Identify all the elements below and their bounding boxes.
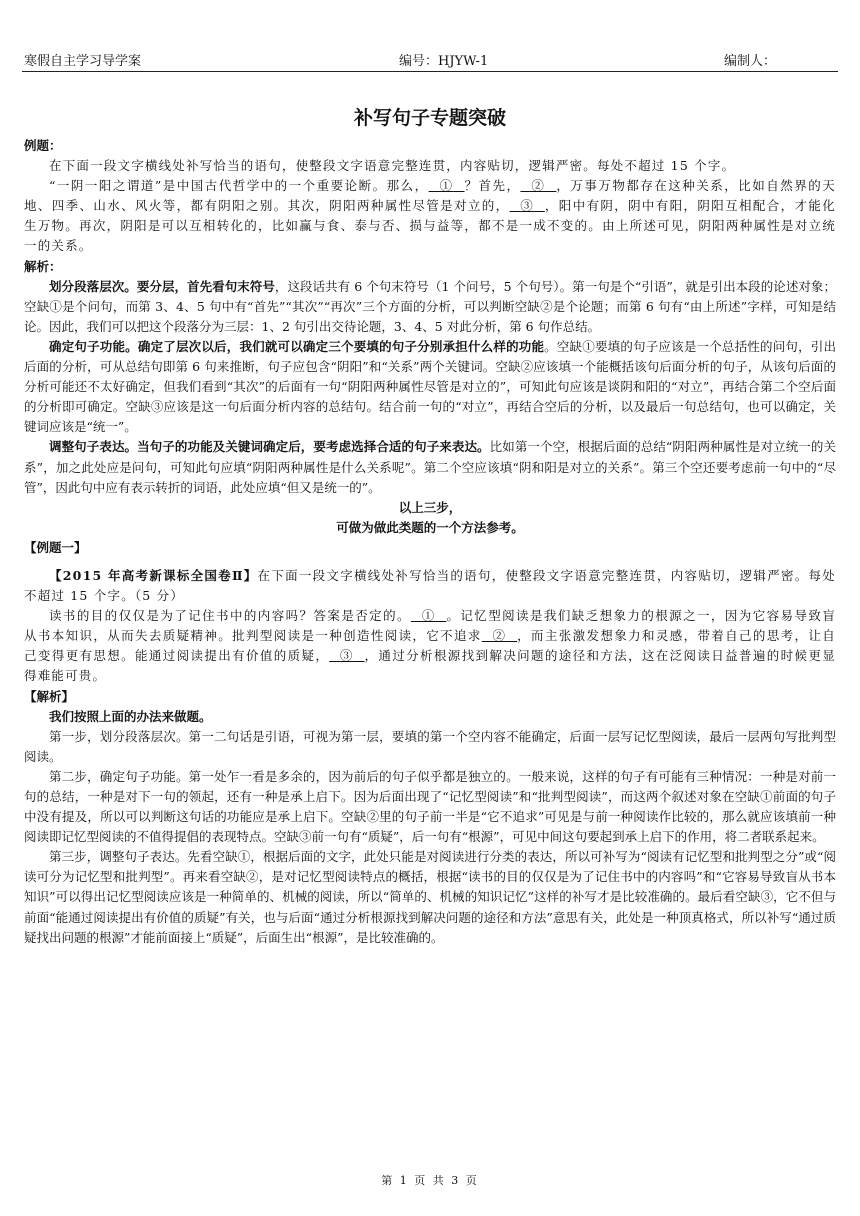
- analysis1-lead: 我们按照上面的办法来做题。: [49, 708, 212, 724]
- header-title: 寒假自主学习导学案: [24, 54, 142, 69]
- analysis1-step-3: 第三步，调整句子表达。先看空缺①，根据后面的文字，此处只能是对阅读进行分类的表达，所以可补写为“阅读有记忆型和批判型之分”或“阅读可分为记忆型和批判型”。再来看空缺②，是对记忆型阅读特点的概括，根据“读书的目的仅仅是为了记住书中的内容吗”和“它容易导致盲从书本知识”可以得出记忆型阅读应该是一种简单的、机械的阅读，所以“简单的、机械的知识记忆”这样的补写才是比较准确的。最后看空缺③，它不但与前面“能通过阅读提出有价值的质疑”有关，也与后面“通过分析根源找到解决问题的途径和方法”意思有关，此处是一种顶真格式，所以补写“通过质疑找出问题的根源”才能前面接上“质疑”，后面生出“根源”，是比较准确的。: [24, 849, 836, 945]
- analysis-step-3: 调整句子表达。当句子的功能及关键词确定后，要考虑选择合适的句子来表达。比如第一个空，根据后面的总结“阴阳两种属性是对立统一的关系”，加之此处应是问句，可知此句应填“阴阳两种属性是什么关系呢”。第二个空应该填“阴和阳是对立的关系”。第三个空还要考虑前一句中的“尽管”，因此句中应有表示转折的词语，此处应填“但又是统一的”。: [24, 439, 836, 495]
- summary-line-1: 以上三步，: [398, 499, 462, 515]
- example-label: 例题：: [24, 138, 62, 153]
- analysis-step-2: 确定句子功能。确定了层次以后，我们就可以确定三个要填的句子分别承担什么样的功能。空缺①要填的句子应该是一个总括性的问句，引出后面的分析，可从总结句即第 6 句来推断，句子应包含“阴阳”和“关系”两个关键词。空缺②应该填一个能概括该句后面分析的句子，从该句后面的分析可能还不太好确定，但我们看到“其次”的后面有一句“阴阳两种属性尽管是对立的”，可知此句应该是谈阴和阳的“对立”，再结合第二个空后面的分析即可确定。空缺③应该是这一句后面分析内容的总结句。结合前一句的“对立”，再结合空后的分析，以及最后一句总结句，也可以确定，关键词应该是“统一”。: [24, 338, 836, 435]
- blank-3: ③: [339, 648, 354, 664]
- header-author: 编制人：: [723, 54, 776, 69]
- blank-1: ①: [421, 608, 436, 624]
- header-divider: [22, 71, 838, 72]
- blank-1: ①: [439, 178, 454, 194]
- analysis1-step-1: 第一步，划分段落层次。第一二句话是引语，可视为第一层，要填的第一个空内容不能确定，后面一层写记忆型阅读，最后一层两句写批判型阅读。: [24, 728, 836, 764]
- blank-2: ②: [492, 628, 507, 644]
- example1-passage: 读书的目的仅仅是为了记住书中的内容吗？答案是否定的。 ① 。记忆型阅读是我们缺乏想象力的根源之一，因为它容易导致盲从书本知识，从而失去质疑精神。批判型阅读是一种创造性阅读，它不追求 ② ，而主张激发想象力和灵感，带着自己的思考，让自己变得更有思想。能通过阅读提出有价值的质疑， ③ ，通过分析根源找到解决问题的途径和方法，这在泛阅读日益普遍的时候更显得难能可贵。: [24, 608, 836, 684]
- example-instruction: 在下面一段文字横线处补写恰当的语句，使整段文字语意完整连贯，内容贴切，逻辑严密。每处不超过 15 个字。: [49, 158, 736, 174]
- page-header: [24, 50, 836, 70]
- summary-line-2: 可做为做此类题的一个方法参考。: [336, 519, 524, 535]
- page-footer: 第 1 页 共 3 页: [381, 1174, 479, 1187]
- example1-label: 【例题一】: [24, 539, 87, 555]
- blank-3: ③: [520, 198, 535, 214]
- analysis-step-1: 划分段落层次。要分层，首先看句末符号，这段话共有 6 个句末符号（1 个问号，5 个句号）。第一句是个“引语”，就是引出本段的论述对象；空缺①是个问句，而第 3、4、5 句中有“首先”“其次”“再次”三个方面的分析，可以判断空缺②是个论题；而第 6 句有“由上所述”字样，可知是结论。因此，我们可以把这个段落分为三层：1、2 句引出交待论题，3、4、5 对此分析，第 6 句作总结。: [24, 278, 836, 334]
- analysis1-label: 【解析】: [24, 688, 75, 704]
- analysis-label: 解析：: [24, 258, 62, 274]
- header-code: 编号：HJYW-1: [399, 54, 489, 69]
- main-content: [24, 136, 836, 948]
- page-title: 补写句子专题突破: [353, 107, 506, 129]
- blank-2: ②: [531, 178, 546, 194]
- example1-intro: 【2015 年高考新课标全国卷Ⅱ】在下面一段文字横线处补写恰当的语句，使整段文字语意完整连贯，内容贴切，逻辑严密。每处不超过 15 个字。（5 分）: [24, 567, 836, 604]
- analysis1-step-2: 第二步，确定句子功能。第一处乍一看是多余的，因为前后的句子似乎都是独立的。一般来说，这样的句子有可能有三种情况：一种是对前一句的总结，一种是对下一句的领起，还有一种是承上启下。因为后面出现了“记忆型阅读”和“批判型阅读”，而这两个叙述对象在空缺①前面的句子中没有提及，所以可以判断这句话的功能应是承上启下。空缺②里的句子前一半是“它不追求”可见是与前一种阅读作比较的，那么就应该填前一种阅读即记忆型阅读的不值得提倡的表现特点。空缺③前一句有“质疑”，后一句有“根源”，可见中间这句要起到承上启下的作用，将二者联系起来。: [24, 768, 836, 845]
- example-passage: “一阴一阳之谓道”是中国古代哲学中的一个重要论断。那么， ① ？首先， ② ，万事万物都存在这种关系，比如自然界的天地、四季、山水、风火等，都有阴阳之别。其次，阴阳两种属性尽管是对立的， ③ ，阳中有阴，阴中有阳，阴阳互相配合，才能化生万物。再次，阴阳是可以互相转化的，比如赢与食、泰与否、损与益等，都不是一成不变的。由上所述可见，阴阳两种属性是对立统一的关系。: [24, 178, 836, 254]
